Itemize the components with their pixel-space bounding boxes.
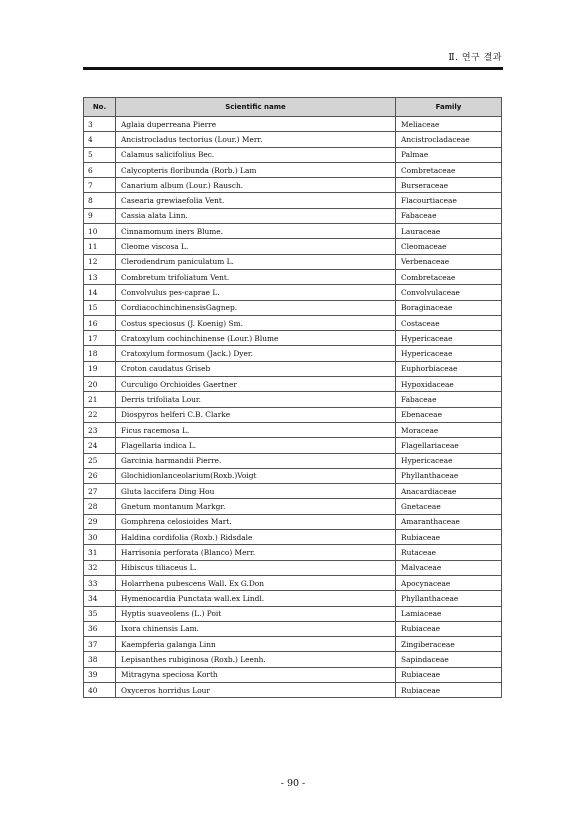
cell-scientific-name: Flagellaria indica L. <box>116 438 396 453</box>
cell-no: 11 <box>84 239 116 254</box>
cell-no: 14 <box>84 285 116 300</box>
cell-scientific-name: Combretum trifoliatum Vent. <box>116 269 396 284</box>
cell-scientific-name: Calamus salicifolius Bec. <box>116 147 396 162</box>
cell-scientific-name: Haldina cordifolia (Roxb.) Ridsdale <box>116 530 396 545</box>
cell-no: 22 <box>84 407 116 422</box>
cell-family: Lamiaceae <box>396 606 502 621</box>
table-row <box>84 621 502 636</box>
cell-scientific-name: Ficus racemosa L. <box>116 422 396 437</box>
cell-family: Anacardiaceae <box>396 484 502 499</box>
table-row <box>84 331 502 346</box>
cell-family: Burseraceae <box>396 178 502 193</box>
table-row <box>84 453 502 468</box>
cell-scientific-name: Hibiscus tiliaceus L. <box>116 560 396 575</box>
cell-no: 34 <box>84 591 116 606</box>
table-row <box>84 193 502 208</box>
cell-family: Combretaceae <box>396 269 502 284</box>
cell-family: Euphorbiaceae <box>396 361 502 376</box>
cell-scientific-name: Convolvulus pes-caprae L. <box>116 285 396 300</box>
species-table <box>83 97 502 698</box>
cell-scientific-name: Diospyros helferi C.B. Clarke <box>116 407 396 422</box>
cell-no: 8 <box>84 193 116 208</box>
cell-no: 32 <box>84 560 116 575</box>
cell-family: Combretaceae <box>396 162 502 177</box>
table-row <box>84 285 502 300</box>
cell-family: Hypericaceae <box>396 331 502 346</box>
table-row <box>84 591 502 606</box>
cell-family: Ancistrocladaceae <box>396 132 502 147</box>
cell-family: Moraceae <box>396 422 502 437</box>
cell-family: Gnetaceae <box>396 499 502 514</box>
table-row <box>84 377 502 392</box>
cell-scientific-name: Croton caudatus Griseb <box>116 361 396 376</box>
table-row <box>84 178 502 193</box>
page-number: - 90 - <box>280 778 306 789</box>
cell-family: Lauraceae <box>396 224 502 239</box>
cell-no: 12 <box>84 254 116 269</box>
cell-no: 5 <box>84 147 116 162</box>
cell-no: 16 <box>84 315 116 330</box>
table-row <box>84 300 502 315</box>
cell-no: 29 <box>84 514 116 529</box>
cell-no: 21 <box>84 392 116 407</box>
table-row <box>84 224 502 239</box>
table-row <box>84 606 502 621</box>
cell-scientific-name: Harrisonia perforata (Blanco) Merr. <box>116 545 396 560</box>
cell-scientific-name: Cassia alata Linn. <box>116 208 396 223</box>
cell-scientific-name: Canarium album (Lour.) Rausch. <box>116 178 396 193</box>
cell-no: 39 <box>84 667 116 682</box>
cell-family: Ebenaceae <box>396 407 502 422</box>
table-row <box>84 575 502 590</box>
cell-no: 19 <box>84 361 116 376</box>
cell-scientific-name: Curculigo Orchioides Gaertner <box>116 377 396 392</box>
cell-scientific-name: Costus speciosus (J. Koenig) Sm. <box>116 315 396 330</box>
table-row <box>84 682 502 697</box>
table-row <box>84 208 502 223</box>
cell-family: Rubiaceae <box>396 621 502 636</box>
cell-no: 6 <box>84 162 116 177</box>
cell-family: Malvaceae <box>396 560 502 575</box>
table-row <box>84 346 502 361</box>
cell-family: Palmae <box>396 147 502 162</box>
cell-scientific-name: Clerodendrum paniculatum L. <box>116 254 396 269</box>
cell-no: 30 <box>84 530 116 545</box>
table-body <box>84 117 502 698</box>
table-row <box>84 147 502 162</box>
cell-no: 10 <box>84 224 116 239</box>
table-row <box>84 239 502 254</box>
table-row <box>84 468 502 483</box>
table-row <box>84 407 502 422</box>
cell-family: Hypoxidaceae <box>396 377 502 392</box>
cell-scientific-name: Casearia grewiaefolia Vent. <box>116 193 396 208</box>
cell-family: Verbenaceae <box>396 254 502 269</box>
cell-scientific-name: Cinnamomum iners Blume. <box>116 224 396 239</box>
cell-family: Phyllanthaceae <box>396 591 502 606</box>
cell-scientific-name: Hyptis suaveolens (L.) Poit <box>116 606 396 621</box>
table-row <box>84 132 502 147</box>
cell-family: Rubiaceae <box>396 667 502 682</box>
cell-scientific-name: Gluta laccifera Ding Hou <box>116 484 396 499</box>
cell-no: 40 <box>84 682 116 697</box>
table-row <box>84 560 502 575</box>
cell-family: Amaranthaceae <box>396 514 502 529</box>
cell-family: Meliaceae <box>396 117 502 132</box>
table-row <box>84 499 502 514</box>
table-row <box>84 484 502 499</box>
cell-scientific-name: Cratoxylum cochinchinense (Lour.) Blume <box>116 331 396 346</box>
cell-no: 15 <box>84 300 116 315</box>
cell-scientific-name: Oxyceros horridus Lour <box>116 682 396 697</box>
column-header-scientific-name: Scientific name <box>116 98 396 117</box>
table-row <box>84 254 502 269</box>
table-row <box>84 545 502 560</box>
table-row <box>84 269 502 284</box>
cell-no: 3 <box>84 117 116 132</box>
cell-scientific-name: Cratoxylum formosum (Jack.) Dyer. <box>116 346 396 361</box>
cell-family: Costaceae <box>396 315 502 330</box>
table-header-row <box>84 98 502 117</box>
cell-family: Flacourtiaceae <box>396 193 502 208</box>
cell-scientific-name: Garcinia harmandii Pierre. <box>116 453 396 468</box>
cell-no: 27 <box>84 484 116 499</box>
cell-no: 9 <box>84 208 116 223</box>
table-row <box>84 667 502 682</box>
cell-no: 4 <box>84 132 116 147</box>
cell-scientific-name: Holarrhena pubescens Wall. Ex G.Don <box>116 575 396 590</box>
cell-scientific-name: Ancistrocladus tectorius (Lour.) Merr. <box>116 132 396 147</box>
cell-scientific-name: Mitragyna speciosa Korth <box>116 667 396 682</box>
cell-scientific-name: Hymenocardia Punctata wall.ex Lindl. <box>116 591 396 606</box>
cell-family: Rutaceae <box>396 545 502 560</box>
cell-scientific-name: Ixora chinensis Lam. <box>116 621 396 636</box>
header-rule <box>83 67 503 70</box>
table-row <box>84 530 502 545</box>
cell-scientific-name: Aglaia duperreana Pierre <box>116 117 396 132</box>
column-header-family: Family <box>396 98 502 117</box>
cell-no: 18 <box>84 346 116 361</box>
cell-no: 35 <box>84 606 116 621</box>
cell-no: 33 <box>84 575 116 590</box>
cell-no: 20 <box>84 377 116 392</box>
cell-scientific-name: Glochidionlanceolarium(Roxb.)Voigt <box>116 468 396 483</box>
cell-no: 36 <box>84 621 116 636</box>
cell-no: 13 <box>84 269 116 284</box>
table-row <box>84 637 502 652</box>
cell-family: Rubiaceae <box>396 530 502 545</box>
table-row <box>84 392 502 407</box>
cell-no: 23 <box>84 422 116 437</box>
cell-family: Hypericaceae <box>396 346 502 361</box>
cell-family: Fabaceae <box>396 208 502 223</box>
cell-family: Rubiaceae <box>396 682 502 697</box>
cell-no: 31 <box>84 545 116 560</box>
cell-family: Cleomaceae <box>396 239 502 254</box>
cell-family: Zingiberaceae <box>396 637 502 652</box>
table-row <box>84 315 502 330</box>
table-row <box>84 652 502 667</box>
cell-scientific-name: Gomphrena celosioides Mart. <box>116 514 396 529</box>
table-row <box>84 117 502 132</box>
table-row <box>84 162 502 177</box>
cell-scientific-name: Derris trifoliata Lour. <box>116 392 396 407</box>
cell-family: Phyllanthaceae <box>396 468 502 483</box>
cell-family: Boraginaceae <box>396 300 502 315</box>
cell-scientific-name: Cleome viscosa L. <box>116 239 396 254</box>
column-header-no: No. <box>84 98 116 117</box>
cell-scientific-name: CordiacochinchinensisGagnep. <box>116 300 396 315</box>
table-row <box>84 514 502 529</box>
cell-no: 26 <box>84 468 116 483</box>
table-row <box>84 361 502 376</box>
cell-no: 7 <box>84 178 116 193</box>
cell-scientific-name: Kaempferia galanga Linn <box>116 637 396 652</box>
section-header: Ⅱ. 연구 결과 <box>448 53 502 63</box>
cell-no: 28 <box>84 499 116 514</box>
cell-no: 25 <box>84 453 116 468</box>
cell-family: Fabaceae <box>396 392 502 407</box>
cell-no: 38 <box>84 652 116 667</box>
cell-no: 24 <box>84 438 116 453</box>
cell-family: Sapindaceae <box>396 652 502 667</box>
cell-scientific-name: Gnetum montanum Markgr. <box>116 499 396 514</box>
cell-family: Apocynaceae <box>396 575 502 590</box>
cell-no: 17 <box>84 331 116 346</box>
species-table-container <box>83 97 501 698</box>
table-row <box>84 422 502 437</box>
cell-no: 37 <box>84 637 116 652</box>
cell-family: Hypericaceae <box>396 453 502 468</box>
cell-scientific-name: Lepisanthes rubiginosa (Roxb.) Leenh. <box>116 652 396 667</box>
cell-family: Convolvulaceae <box>396 285 502 300</box>
cell-family: Flagellariaceae <box>396 438 502 453</box>
cell-scientific-name: Calycopteris floribunda (Rorb.) Lam <box>116 162 396 177</box>
table-row <box>84 438 502 453</box>
